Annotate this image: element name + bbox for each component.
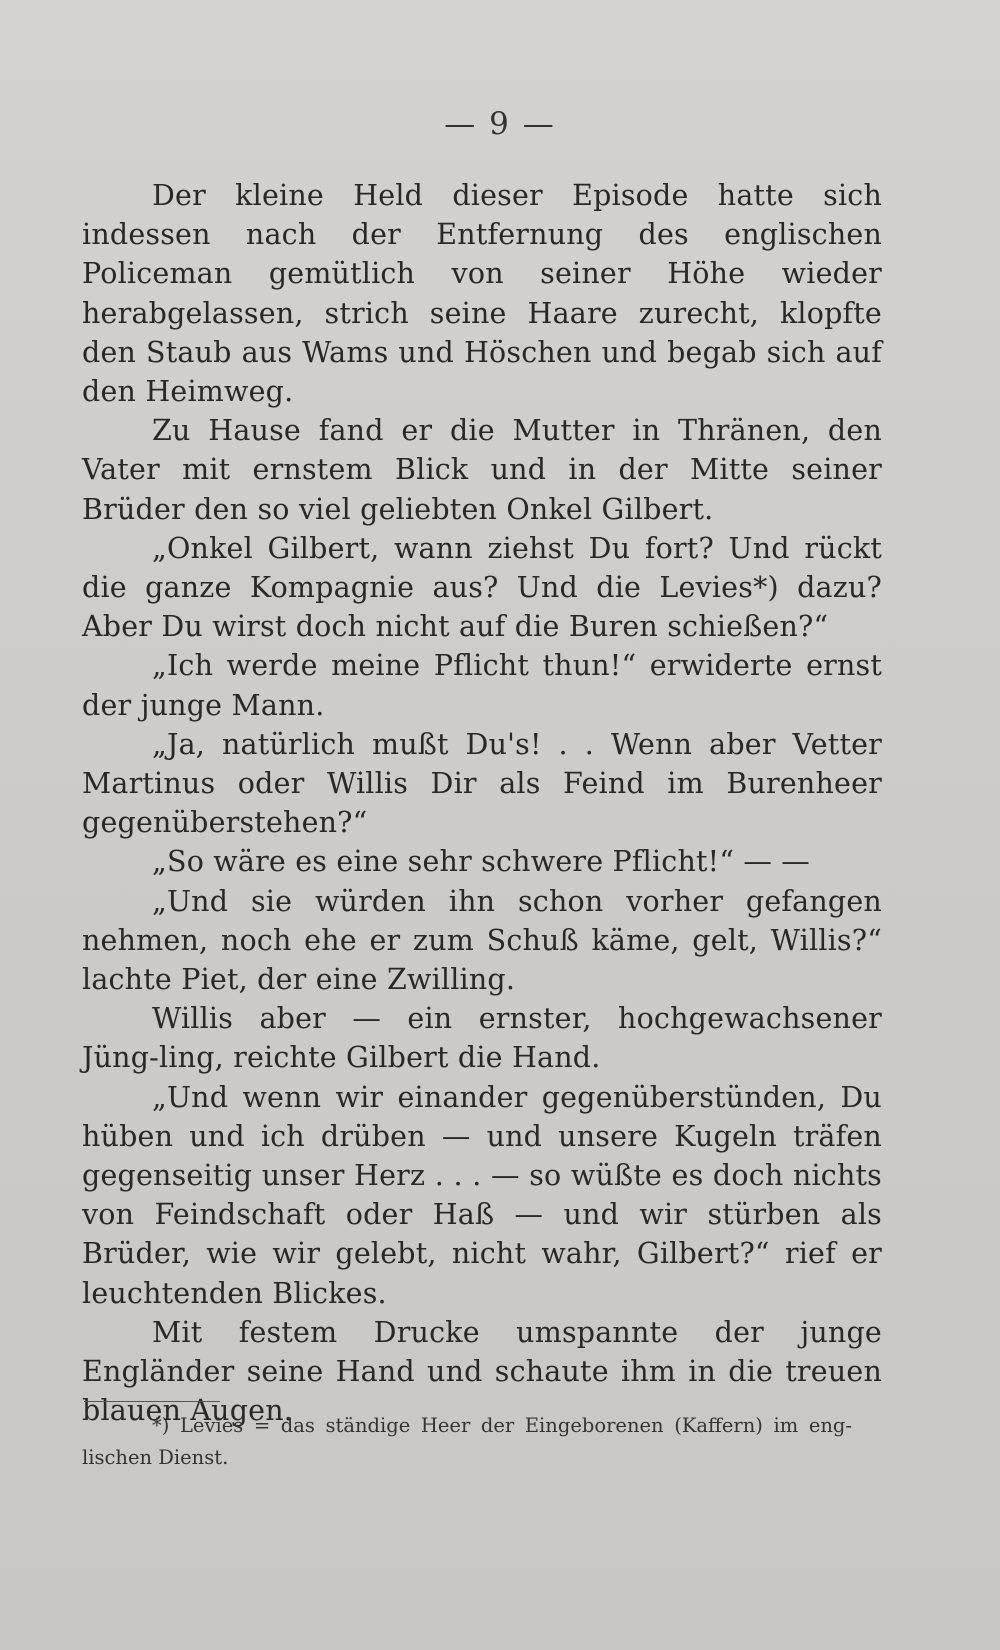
paragraph: Willis aber — ein ernster, hochgewachsener Jüng-ling, reichte Gilbert die Hand. — [82, 1002, 882, 1075]
paragraph: Mit festem Drucke umspannte der junge Engländer seine Hand und schaute ihm in die treuen blauen Augen. — [82, 1315, 882, 1428]
paragraph: Der kleine Held dieser Episode hatte sich indessen nach der Entfernung des englischen Policeman gemütlich von seiner Höhe wieder herabgelassen, strich seine Haare zurecht, klopfte den Staub aus Wams und Höschen und begab sich auf den Heimweg. — [82, 179, 882, 409]
footnote-divider — [84, 1401, 220, 1402]
footnote: *) Levies = das ständige Heer der Eingeborenen (Kaffern) im eng-lischen Dienst. — [82, 1414, 852, 1469]
paragraph: „Und wenn wir einander gegenüberstünden, Du hüben und ich drüben — und unsere Kugeln träfen gegenseitig unser Herz . . . — so wüßte es doch nichts von Feindschaft oder Haß — und wir stürben als Brüder, wie wir gelebt, nicht wahr, Gilbert?“ rief er leuchtenden Blickes. — [82, 1080, 882, 1310]
paragraph: Zu Hause fand er die Mutter in Thränen, den Vater mit ernstem Blick und in der Mitte seiner Brüder den so viel geliebten Onkel Gilbert. — [82, 414, 882, 526]
paragraph: „Ich werde meine Pflicht thun!“ erwiderte ernst der junge Mann. — [82, 649, 882, 722]
paragraph: „Ja, natürlich mußt Du's! . . Wenn aber Vetter Martinus oder Willis Dir als Feind im Burenheer gegenüberstehen?“ — [82, 727, 882, 840]
paragraph: „Und sie würden ihn schon vorher gefangen nehmen, noch ehe er zum Schuß käme, gelt, Willis?“ lachte Piet, der eine Zwilling. — [82, 884, 882, 997]
paragraph: „So wäre es eine sehr schwere Pflicht!“ — — — [152, 845, 811, 879]
paragraph: „Onkel Gilbert, wann ziehst Du fort? Und rückt die ganze Kompagnie aus? Und die Levies*) dazu? Aber Du wirst doch nicht auf die Buren schießen?“ — [82, 531, 882, 644]
page-number: — 9 — — [444, 106, 556, 142]
body-text — [82, 176, 882, 1431]
